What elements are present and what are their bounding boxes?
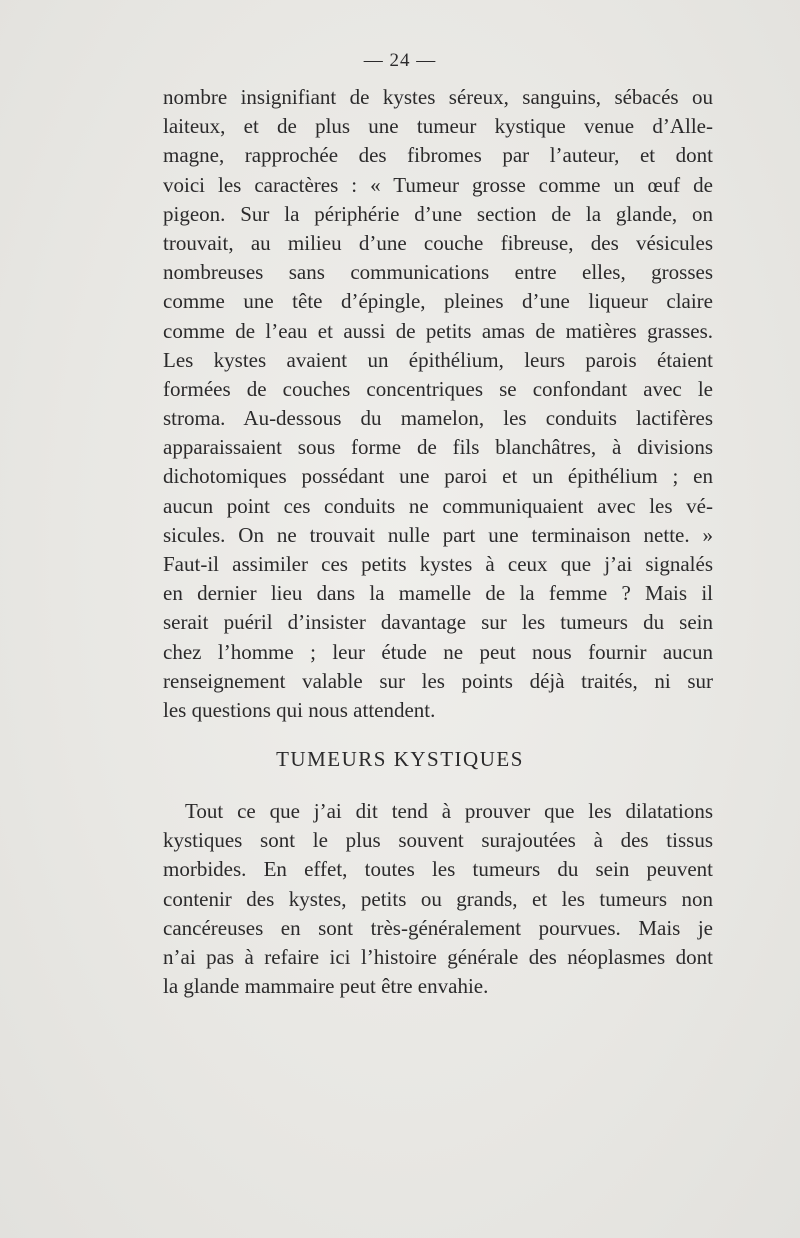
paragraph-1 xyxy=(163,83,713,725)
text-line: chez l’homme ; leur étude ne peut nous fournir aucun xyxy=(163,639,713,664)
text-line: kystiques sont le plus souvent surajoutées à des tissus xyxy=(163,828,713,853)
text-line: nombreuses sans communications entre elles, grosses xyxy=(163,260,713,285)
text-line: trouvait, au milieu d’une couche fibreuse, des vésicules xyxy=(163,230,713,255)
section-heading: TUMEURS KYSTIQUES xyxy=(276,747,524,771)
text-line: Tout ce que j’ai dit tend à prouver que les dilatations xyxy=(185,799,713,823)
text-line: les questions qui nous attendent. xyxy=(163,697,436,722)
text-line: cancéreuses en sont très-généralement pourvues. Mais je xyxy=(163,915,713,940)
text-line: dichotomiques possédant une paroi et un épithélium ; en xyxy=(163,464,713,489)
text-line: apparaissaient sous forme de fils blanchâtres, à divisions xyxy=(163,435,713,460)
text-line: aucun point ces conduits ne communiquaient avec les vé- xyxy=(163,493,713,518)
text-line: renseignement valable sur les points déjà traités, ni sur xyxy=(163,668,713,693)
text-line: pigeon. Sur la périphérie d’une section de la glande, on xyxy=(163,201,713,226)
text-line: contenir des kystes, petits ou grands, et les tumeurs non xyxy=(163,886,713,911)
text-line: n’ai pas à refaire ici l’histoire générale des néoplasmes dont xyxy=(163,944,713,969)
text-line: Faut-il assimiler ces petits kystes à ceux que j’ai signalés xyxy=(163,552,713,576)
paragraph-2 xyxy=(163,797,713,1001)
text-line: magne, rapprochée des fibromes par l’auteur, et dont xyxy=(163,143,713,168)
page-number: — 24 — xyxy=(363,50,437,71)
text-line: en dernier lieu dans la mamelle de la femme ? Mais il xyxy=(163,581,713,606)
text-line: sicules. On ne trouvait nulle part une terminaison nette. » xyxy=(163,522,713,547)
text-line: formées de couches concentriques se confondant avec le xyxy=(163,376,713,401)
text-line: la glande mammaire peut être envahie. xyxy=(163,974,489,999)
text-line: morbides. En effet, toutes les tumeurs du sein peuvent xyxy=(163,857,713,882)
text-line: comme de l’eau et aussi de petits amas de matières grasses. xyxy=(163,318,713,343)
text-line: voici les caractères : « Tumeur grosse comme un œuf de xyxy=(163,172,713,197)
text-line: serait puéril d’insister davantage sur les tumeurs du sein xyxy=(163,610,713,635)
text-line: Les kystes avaient un épithélium, leurs parois étaient xyxy=(163,347,713,372)
text-line: comme une tête d’épingle, pleines d’une liqueur claire xyxy=(163,289,713,314)
text-line: nombre insignifiant de kystes séreux, sanguins, sébacés ou xyxy=(163,85,713,109)
text-line: stroma. Au-dessous du mamelon, les conduits lactifères xyxy=(163,406,713,431)
text-line: laiteux, et de plus une tumeur kystique venue d’Alle- xyxy=(163,114,713,139)
